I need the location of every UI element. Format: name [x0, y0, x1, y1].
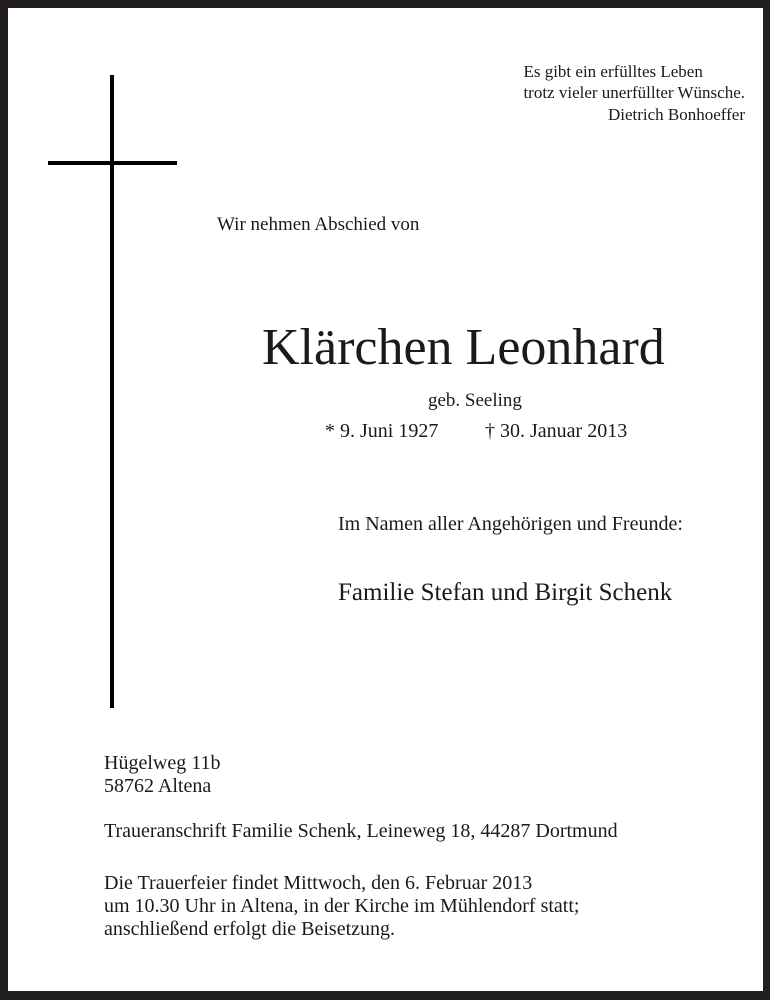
birth-date: * 9. Juni 1927	[325, 420, 439, 442]
address-city: 58762 Altena	[104, 775, 212, 797]
mourners-intro: Im Namen aller Angehörigen und Freunde:	[338, 513, 683, 535]
quote	[523, 61, 745, 125]
ceremony-line: Die Trauerfeier findet Mittwoch, den 6. Februar 2013	[104, 872, 533, 894]
cross-vertical-bar	[110, 75, 114, 708]
mourners-family: Familie Stefan und Birgit Schenk	[338, 579, 673, 606]
cross-horizontal-bar	[48, 161, 177, 165]
condolence-address: Traueranschrift Familie Schenk, Leineweg 18, 44287 Dortmund	[104, 820, 618, 842]
quote-author: Dietrich Bonhoeffer	[607, 105, 745, 124]
death-date: † 30. Januar 2013	[485, 420, 628, 442]
intro-text: Wir nehmen Abschied von	[217, 214, 420, 235]
ceremony-line: um 10.30 Uhr in Altena, in der Kirche im Mühlendorf statt;	[104, 895, 580, 917]
maiden-name: geb. Seeling	[428, 390, 522, 411]
quote-line: Es gibt ein erfülltes Leben	[523, 62, 703, 81]
quote-line: trotz vieler unerfüllter Wünsche.	[523, 83, 745, 102]
address-street: Hügelweg 11b	[104, 752, 221, 774]
ceremony-line: anschließend erfolgt die Beisetzung.	[104, 918, 396, 940]
deceased-name: Klärchen Leonhard	[262, 319, 665, 376]
